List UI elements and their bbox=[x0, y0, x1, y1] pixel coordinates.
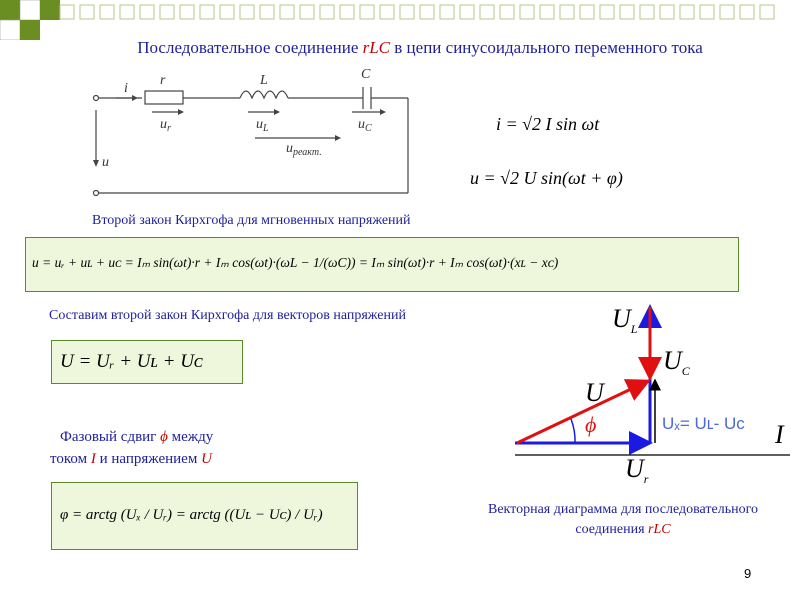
label-r: r bbox=[160, 73, 166, 88]
label-uC: $u_C$ bbox=[358, 117, 372, 134]
label-phi: ϕ bbox=[585, 412, 597, 437]
diagram-caption-rlc: rLC bbox=[648, 522, 671, 537]
kirchhoff-instant-caption: Второй закон Кирхгофа для мгновенных напряжений bbox=[92, 213, 411, 228]
circuit-diagram bbox=[80, 60, 420, 200]
title-suffix: в цепи синусоидального переменного тока bbox=[390, 38, 703, 57]
decorative-header-squares bbox=[0, 0, 800, 40]
diagram-caption-line2a: соединения bbox=[575, 522, 649, 537]
phase-caption-phi: ϕ bbox=[160, 429, 168, 445]
label-uL: $u_L$ bbox=[256, 117, 269, 134]
label-L: L bbox=[260, 73, 268, 88]
kirchhoff-instant-formula: u = uᵣ + uʟ + uᴄ = Iₘ sin(ωt)·r + Iₘ cos(ωt)·(ωL − 1/(ωC)) = Iₘ sin(ωt)·r + Iₘ cos(ωt)·(xʟ − xᴄ) bbox=[32, 255, 559, 270]
phase-shift-caption bbox=[50, 426, 213, 470]
vector-diagram bbox=[505, 285, 795, 490]
equation-current: i = √2 I sin ωt bbox=[496, 114, 600, 134]
label-UL: $U_L$ bbox=[612, 304, 638, 336]
label-ur: $u_r$ bbox=[160, 117, 171, 134]
slide-title bbox=[60, 38, 780, 58]
phase-caption-c: током bbox=[50, 451, 91, 467]
phase-caption-U: U bbox=[201, 451, 212, 467]
phase-caption-b: между bbox=[167, 429, 214, 445]
kirchhoff-vector-box bbox=[51, 340, 243, 384]
kirchhoff-vector-formula: U = Uᵣ + Uʟ + Uᴄ bbox=[60, 351, 203, 372]
label-U: U bbox=[585, 378, 604, 407]
phase-shift-formula: φ = arctg (Uₓ / Uᵣ) = arctg ((Uʟ − Uᴄ) / Uᵣ) bbox=[60, 507, 323, 523]
vector-U bbox=[517, 381, 648, 443]
kirchhoff-instant-box bbox=[25, 237, 739, 292]
phase-caption-d: и напряжением bbox=[95, 451, 202, 467]
equation-voltage: u = √2 U sin(ωt + φ) bbox=[470, 168, 623, 188]
label-i: i bbox=[124, 81, 128, 96]
label-C: C bbox=[361, 67, 371, 82]
label-Ur: $U_r$ bbox=[625, 454, 649, 486]
phase-caption-I: I bbox=[90, 451, 96, 467]
label-I: I bbox=[775, 420, 784, 449]
label-UC: $U_C$ bbox=[663, 346, 690, 378]
page-number: 9 bbox=[744, 566, 752, 581]
vector-diagram-caption bbox=[450, 500, 796, 540]
diagram-caption-line1: Векторная диаграмма для последовательного bbox=[488, 502, 758, 517]
label-Ux: Uₓ= Uʟ- Uᴄ bbox=[662, 414, 745, 433]
title-prefix: Последовательное соединение bbox=[137, 38, 363, 57]
kirchhoff-vector-caption: Составим второй закон Кирхгофа для векторов напряжений bbox=[49, 308, 406, 323]
label-ureact: $u_{реакт.}$ bbox=[286, 141, 322, 158]
label-u: u bbox=[102, 155, 109, 170]
phase-caption-a: Фазовый сдвиг bbox=[60, 429, 161, 445]
phi-arc bbox=[571, 419, 575, 443]
phase-shift-box bbox=[51, 482, 358, 550]
title-rlc: rLC bbox=[362, 38, 391, 57]
